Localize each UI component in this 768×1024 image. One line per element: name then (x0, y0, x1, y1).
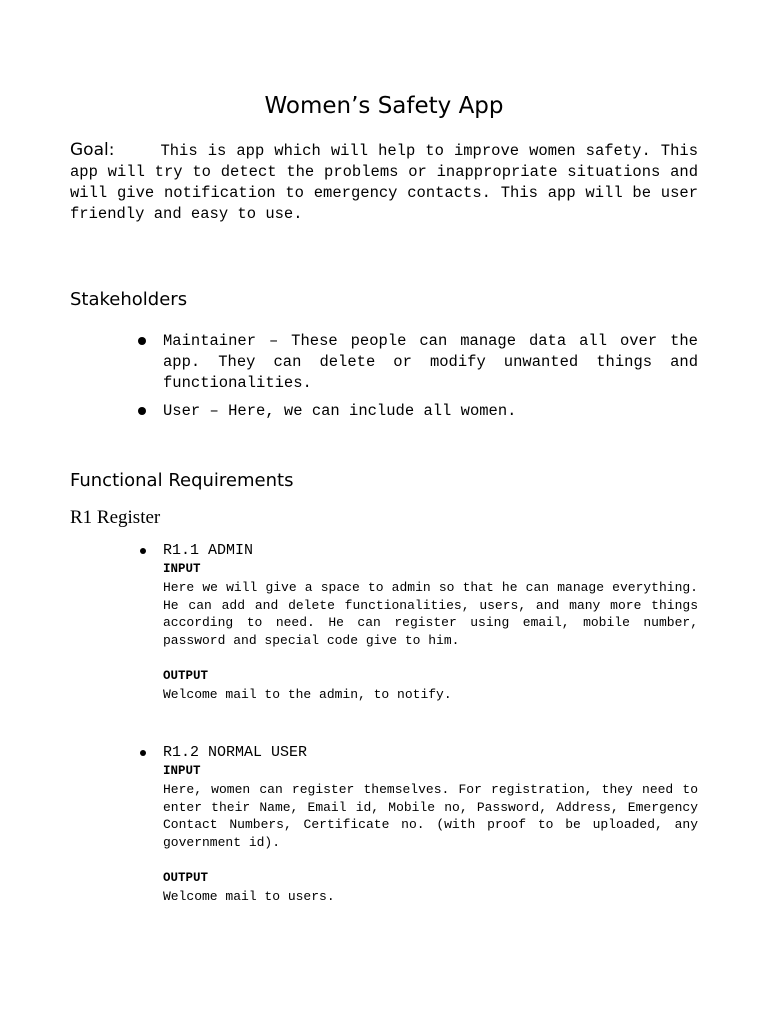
functional-requirements-heading: Functional Requirements (70, 470, 294, 491)
requirement-title-text: R1.1 ADMIN (163, 542, 254, 559)
requirement-body (138, 561, 698, 704)
input-label: INPUT (163, 764, 201, 778)
bullet-icon (140, 548, 146, 554)
requirement-body (138, 763, 698, 906)
input-label: INPUT (163, 562, 201, 576)
stakeholder-maintainer: Maintainer – These people can manage data all over the app. They can delete or modify unwanted things and functionalities. (163, 332, 698, 392)
requirement-title-text: R1.2 NORMAL USER (163, 744, 308, 761)
input-text: Here we will give a space to admin so that he can manage everything. He can add and delete functionalities, users, and many more things according to need. He can register using email, mobile number, password and special code give to him. (163, 579, 698, 649)
bullet-icon (138, 407, 146, 415)
requirement-title (138, 541, 698, 561)
spacer (163, 852, 698, 870)
requirement-admin (138, 541, 698, 704)
output-label: OUTPUT (163, 870, 209, 885)
goal-label: Goal: (70, 140, 115, 160)
stakeholders-heading: Stakeholders (70, 289, 188, 310)
goal-text: This is app which will help to improve women safety. This app will try to detect the problems or inappropriate situations and will give notification to emergency contacts. This app will be user friendly and easy to use. (70, 142, 698, 223)
output-text: Welcome mail to users. (163, 888, 335, 904)
r1-register-heading: R1 Register (70, 507, 161, 528)
stakeholder-user: User – Here, we can include all women. (163, 402, 517, 420)
requirement-normal-user (138, 743, 698, 906)
requirement-title (138, 743, 698, 763)
stakeholders-list (138, 331, 698, 429)
goal-section (70, 140, 698, 225)
list-item (138, 401, 698, 422)
bullet-icon (140, 750, 146, 756)
output-text: Welcome mail to the admin, to notify. (163, 686, 452, 702)
page-title: Women’s Safety App (264, 93, 504, 119)
output-label: OUTPUT (163, 668, 209, 683)
list-item (138, 331, 698, 394)
input-text: Here, women can register themselves. For registration, they need to enter their Name, Email id, Mobile no, Password, Address, Emergency Contact Numbers, Certificate no. (with proof to be uploaded, any government id). (163, 781, 698, 851)
spacer (163, 650, 698, 668)
bullet-icon (138, 337, 146, 345)
